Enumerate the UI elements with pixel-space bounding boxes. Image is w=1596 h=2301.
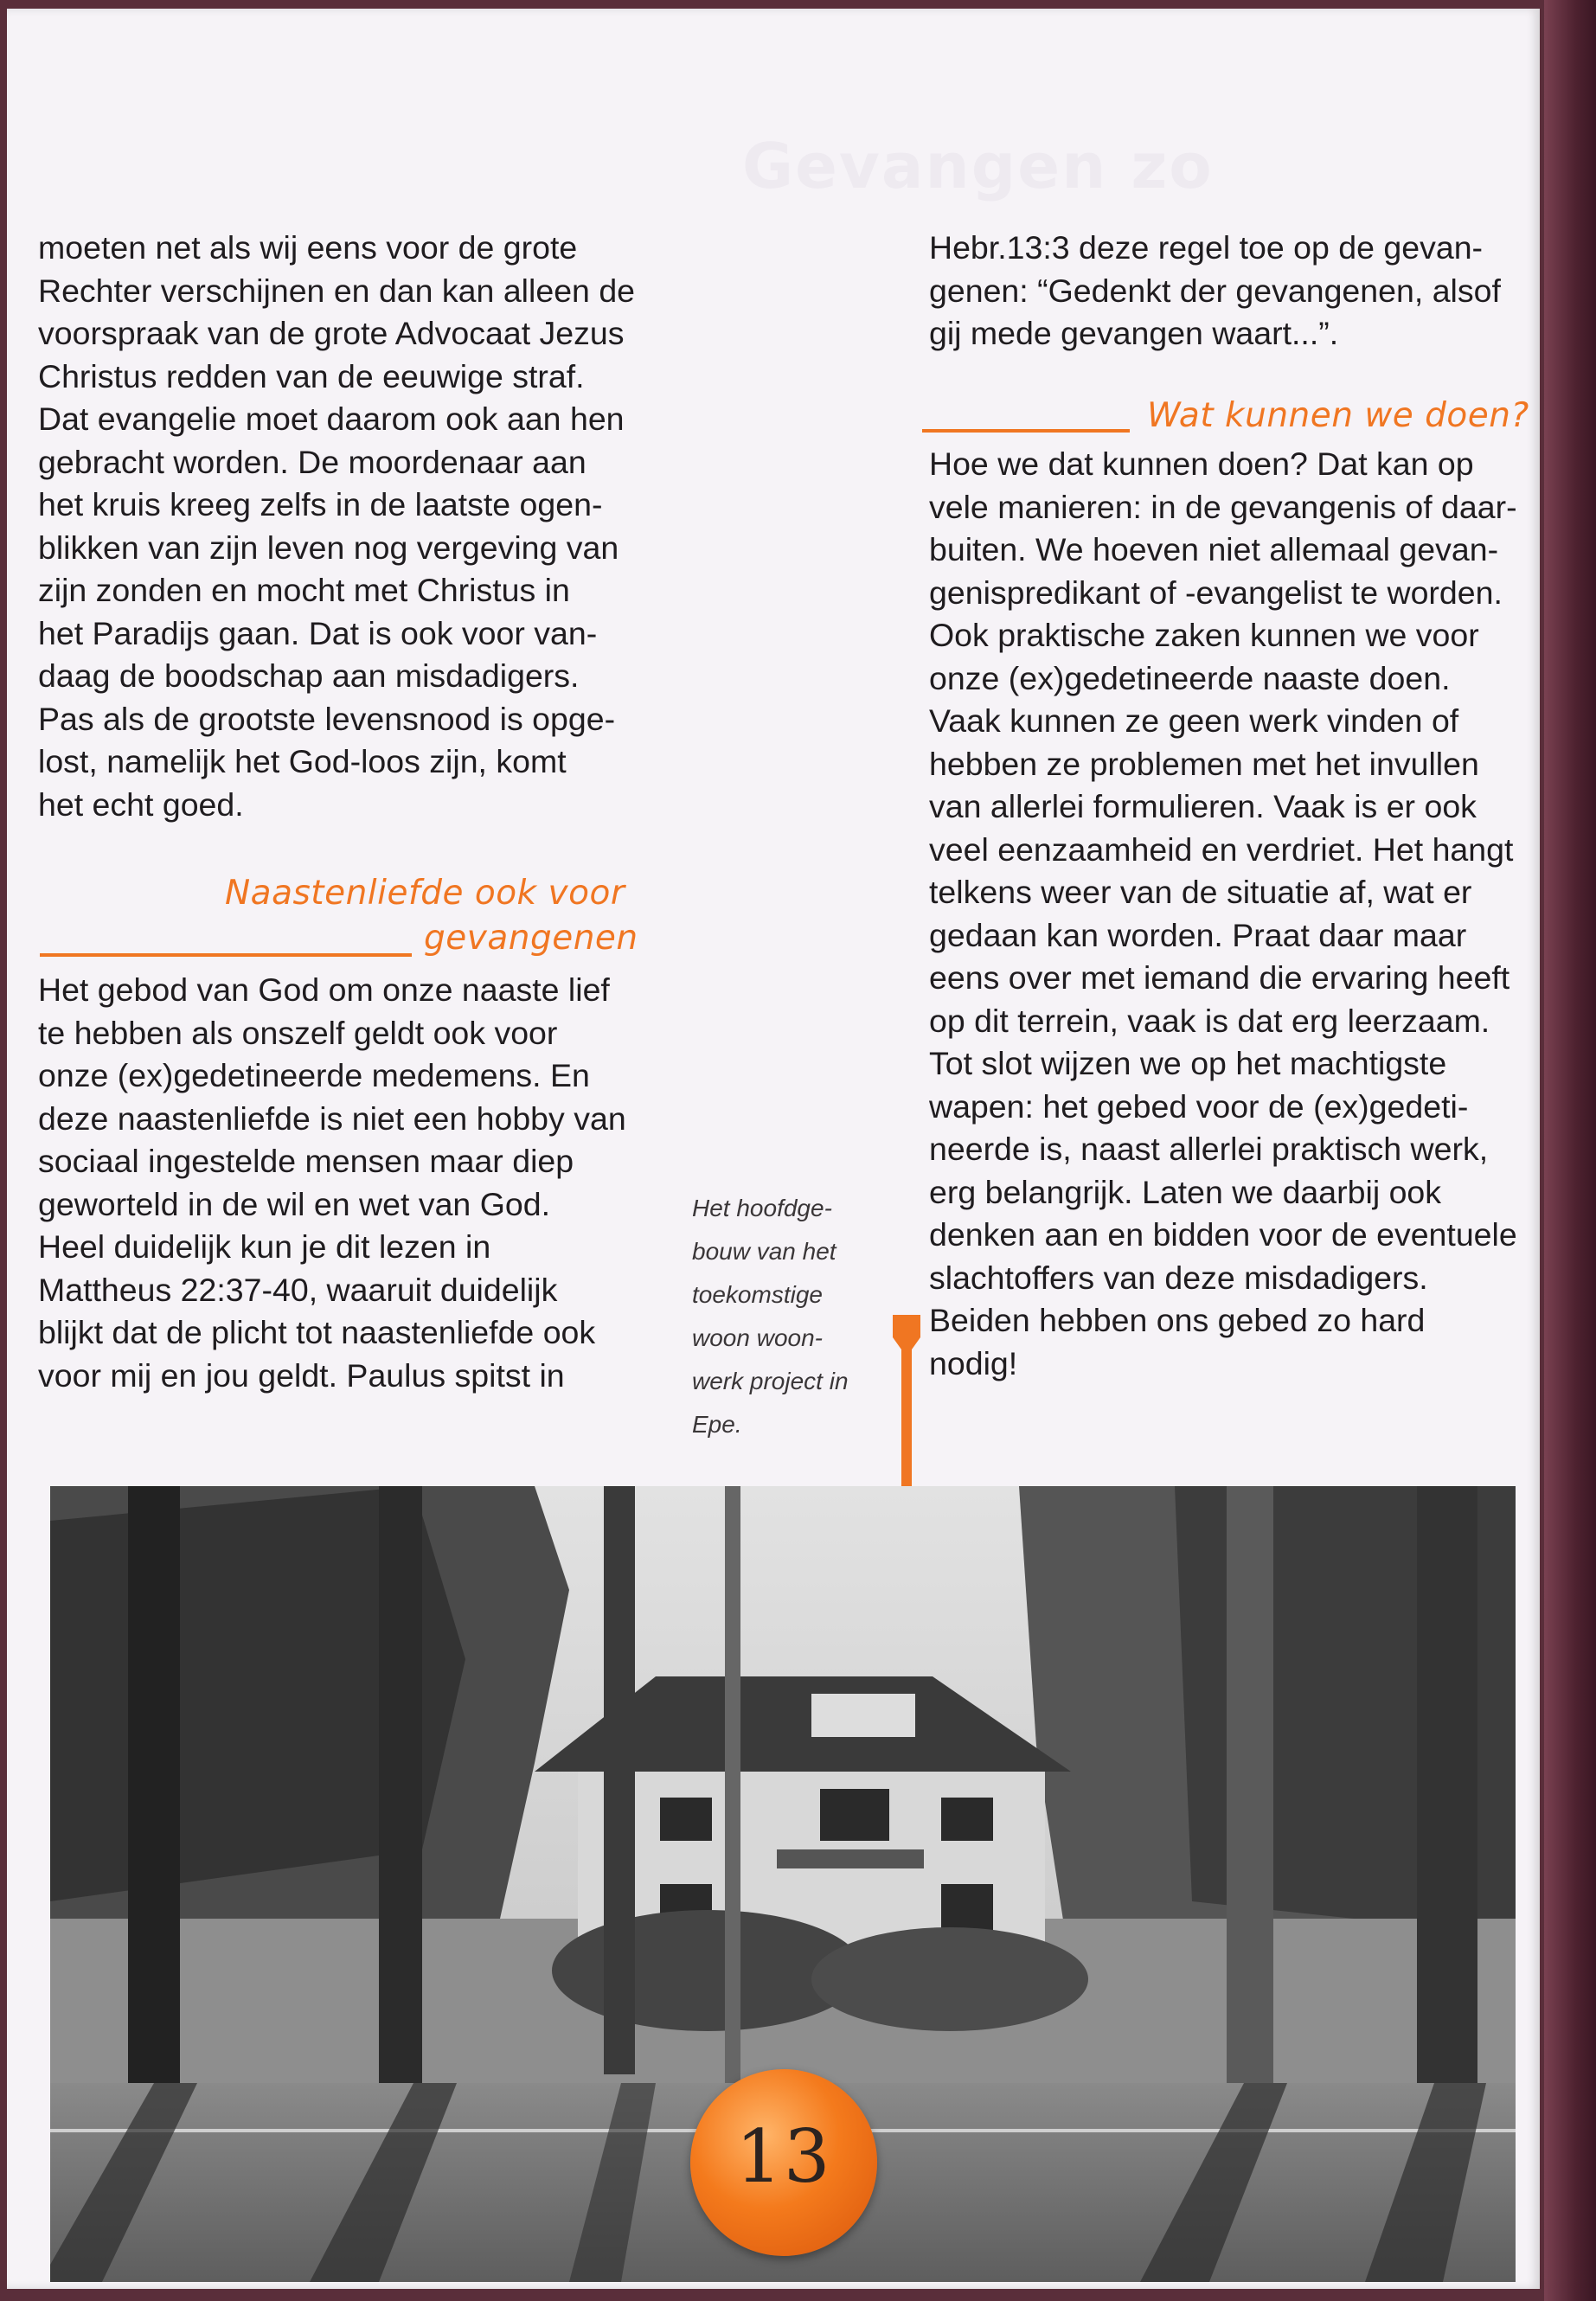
heading-underline-right bbox=[922, 429, 1130, 433]
heading-wat-kunnen-we-doen: Wat kunnen we doen? bbox=[1147, 396, 1529, 435]
heading-underline-left bbox=[40, 953, 412, 957]
page-number-badge bbox=[690, 2069, 877, 2256]
magazine-page bbox=[7, 9, 1540, 2289]
right-paragraph-1: Hebr.13:3 deze regel toe op de gevan- genen: “Gedenkt der gevangenen, alsof gij mede gevangen waart...”. bbox=[929, 229, 1501, 351]
faded-background-title: Gevangen zo bbox=[742, 130, 1214, 202]
heading-naastenliefde-line-1: Naastenliefde ook voor bbox=[225, 874, 625, 913]
heading-naastenliefde-line-2: gevangenen bbox=[424, 919, 638, 958]
left-paragraph-1: moeten net als wij eens voor de grote Rechter verschijnen en dan kan alleen de voorspraak van de grote Advocaat Jezus Christus redden van de eeuwige straf. Dat evangelie moet daarom ook aan hen gebracht worden. De moordenaar aan het kruis kreeg zelfs in de laatste ogen- blikken van zijn leven nog vergeving van zijn zonden en mocht met Christus in het Paradijs gaan. Dat is ook voor van- daag de boodschap aan misdadigers. Pas als de grootste levensnood is opge- lost, namelijk het God-loos zijn, komt het echt goed. bbox=[38, 229, 636, 823]
right-paragraph-2: Hoe we dat kunnen doen? Dat kan op vele manieren: in de gevangenis of daar- buiten. We hoeven niet allemaal gevan- genispredikant of -evangelist te worden. Ook praktische zaken kunnen we voor onze (ex)gedetineerde naaste doen. Vaak kunnen ze geen werk vinden of hebben ze problemen met het invullen van allerlei formulieren. Vaak is er ook veel eenzaamheid en verdriet. Het hangt telkens weer van de situatie af, wat er gedaan kan worden. Praat daar maar eens over met iemand die ervaring heeft op dit terrein, vaak is dat erg leerzaam. Tot slot wijzen we op het machtigste wapen: het gebed voor de (ex)gedeti- neerde is, naast allerlei praktisch werk, erg belangrijk. Laten we daarbij ook denken aan en bidden voor de eventuele slachtoffers van deze misdadigers. Beiden hebben ons gebed zo hard nodig! bbox=[929, 445, 1517, 1381]
page-number: 13 bbox=[735, 2114, 832, 2199]
left-paragraph-2: Het gebod van God om onze naaste lief te hebben als onszelf geldt ook voor onze (ex)gedetineerde medemens. En deze naastenliefde is niet een hobby van sociaal ingestelde mensen maar diep geworteld in de wil en wet van God. Heel duidelijk kun je dit lezen in Mattheus 22:37-40, waaruit duidelijk blijkt dat de plicht tot naastenliefde ook voor mij en jou geldt. Paulus spitst in bbox=[38, 971, 626, 1394]
book-cover-edge bbox=[1544, 0, 1596, 2301]
photo-caption: Het hoofdge- bouw van het toekomstige woon woon- werk project in Epe. bbox=[692, 1195, 849, 1438]
